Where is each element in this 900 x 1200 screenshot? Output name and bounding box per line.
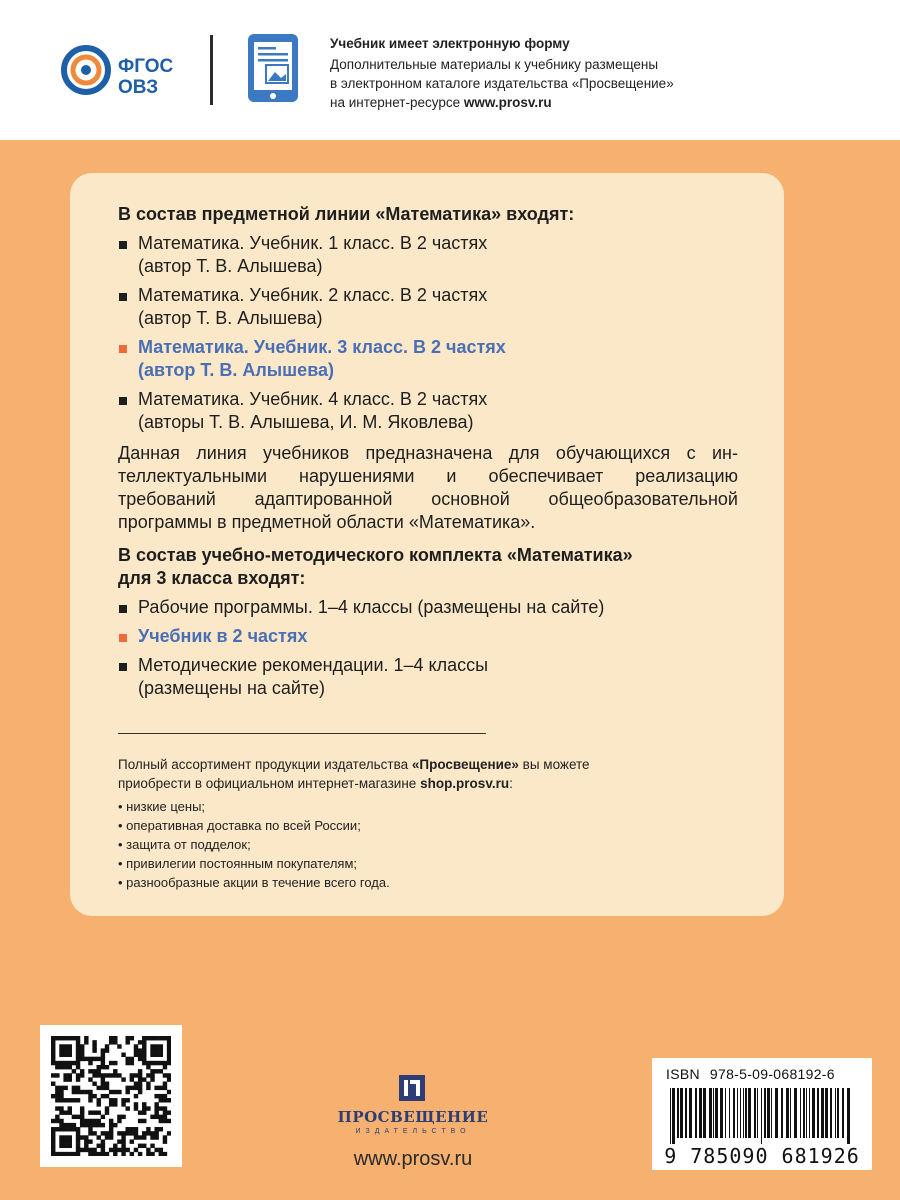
shop-benefits (118, 797, 738, 892)
series-item-author: (автор Т. В. Алышева) (138, 256, 323, 276)
shop-line-2-post: : (509, 776, 513, 791)
series-item (118, 284, 738, 330)
header-divider (210, 35, 213, 105)
eform-line-3 (330, 93, 870, 112)
description-line: программы в предметной области «Математика». (118, 512, 536, 532)
series-heading: В состав предметной линии «Математика» входят: (118, 204, 575, 224)
benefit-item: • защита от подделок; (118, 837, 251, 852)
description-line: требований адаптированной основной общеобразовательной (118, 489, 738, 509)
bullet-icon (119, 241, 127, 249)
isbn-number: 978-5-09-068192-6 (709, 1066, 835, 1082)
eform-url: www.prosv.ru (463, 95, 552, 110)
shop-publisher: «Просвещение» (411, 757, 519, 772)
isbn-label: ISBN (666, 1066, 700, 1082)
series-description (118, 442, 738, 534)
shop-line-2-pre: приобрести в официальном интернет-магазине (118, 776, 421, 791)
bullet-icon (119, 397, 127, 405)
ean-number: 9 785090 681926 (664, 1144, 860, 1168)
kit-item (118, 596, 738, 619)
bullet-icon (119, 345, 127, 353)
series-item-title: Математика. Учебник. 1 класс. В 2 частях (138, 233, 488, 253)
kit-heading (118, 544, 738, 590)
fgos-label (118, 56, 173, 98)
publisher-name: ПРОСВЕЩЕНИЕ (337, 1108, 489, 1126)
benefit-item: • привилегии постоянным покупателям; (118, 856, 358, 871)
kit-heading-line-1: В состав учебно-методического комплекта «Математика» (118, 545, 633, 565)
series-item-title: Математика. Учебник. 4 класс. В 2 частях (138, 389, 488, 409)
shop-line-1 (118, 755, 738, 774)
bullet-icon (119, 634, 127, 642)
kit-item-text: Учебник в 2 частях (138, 626, 308, 646)
shop-line-1-post: вы можете (518, 757, 590, 772)
kit-item-text: Рабочие программы. 1–4 классы (размещены на сайте) (138, 597, 605, 617)
electronic-form-info (330, 34, 870, 112)
bullet-icon (119, 605, 127, 613)
eform-title: Учебник имеет электронную форму (330, 36, 570, 51)
description-line: Данная линия учебников предназначена для обучающихся с ин- (118, 443, 738, 463)
description-line: теллектуальными нарушениями и обеспечивает реализацию (118, 466, 738, 486)
kit-item-text: Методические рекомендации. 1–4 классы (138, 655, 489, 675)
benefit-item: • низкие цены; (118, 799, 206, 814)
shop-line-1-pre: Полный ассортимент продукции издательства (118, 757, 412, 772)
shop-line-2 (118, 774, 738, 793)
top-info-bar (0, 0, 900, 140)
card-body (118, 203, 738, 706)
fgos-line-1: ФГОС (118, 56, 174, 77)
isbn-line (666, 1066, 835, 1082)
eform-line-2: в электронном каталоге издательства «Просвещение» (330, 76, 674, 91)
tablet-icon (246, 32, 300, 104)
eform-line-3-text: на интернет-ресурсе (330, 95, 464, 110)
kit-item-note: (размещены на сайте) (138, 678, 326, 698)
publisher-url: www.prosv.ru (353, 1148, 473, 1170)
kit-heading-line-2: для 3 класса входят: (118, 568, 306, 588)
bullet-icon (119, 663, 127, 671)
bullet-icon (119, 293, 127, 301)
publisher-subtitle: ИЗДАТЕЛЬСТВО (355, 1128, 471, 1135)
content-card (70, 173, 784, 916)
qr-code (40, 1025, 182, 1167)
eform-line-1: Дополнительные материалы к учебнику размещены (330, 57, 659, 72)
qr-code-icon (51, 1036, 171, 1156)
kit-item-highlighted (118, 625, 738, 648)
publisher-logo-icon (397, 1073, 427, 1103)
fgos-line-2: ОВЗ (118, 77, 159, 98)
benefit-item: • разнообразные акции в течение всего года. (118, 875, 390, 890)
barcode-icon (666, 1088, 858, 1144)
kit-item (118, 654, 738, 700)
series-item-title: Математика. Учебник. 3 класс. В 2 частях (138, 337, 506, 357)
series-list (118, 232, 738, 434)
series-item (118, 232, 738, 278)
isbn-block (652, 1058, 872, 1170)
series-item-author: (авторы Т. В. Алышева, И. М. Яковлева) (138, 412, 474, 432)
series-item-author: (автор Т. В. Алышева) (138, 308, 323, 328)
shop-info (118, 755, 738, 892)
series-item-author: (автор Т. В. Алышева) (138, 360, 335, 380)
series-item (118, 388, 738, 434)
section-separator (118, 733, 486, 734)
shop-url: shop.prosv.ru (420, 776, 510, 791)
series-item-highlighted (118, 336, 738, 382)
kit-list (118, 596, 738, 700)
benefit-item: • оперативная доставка по всей России; (118, 818, 361, 833)
series-item-title: Математика. Учебник. 2 класс. В 2 частях (138, 285, 488, 305)
